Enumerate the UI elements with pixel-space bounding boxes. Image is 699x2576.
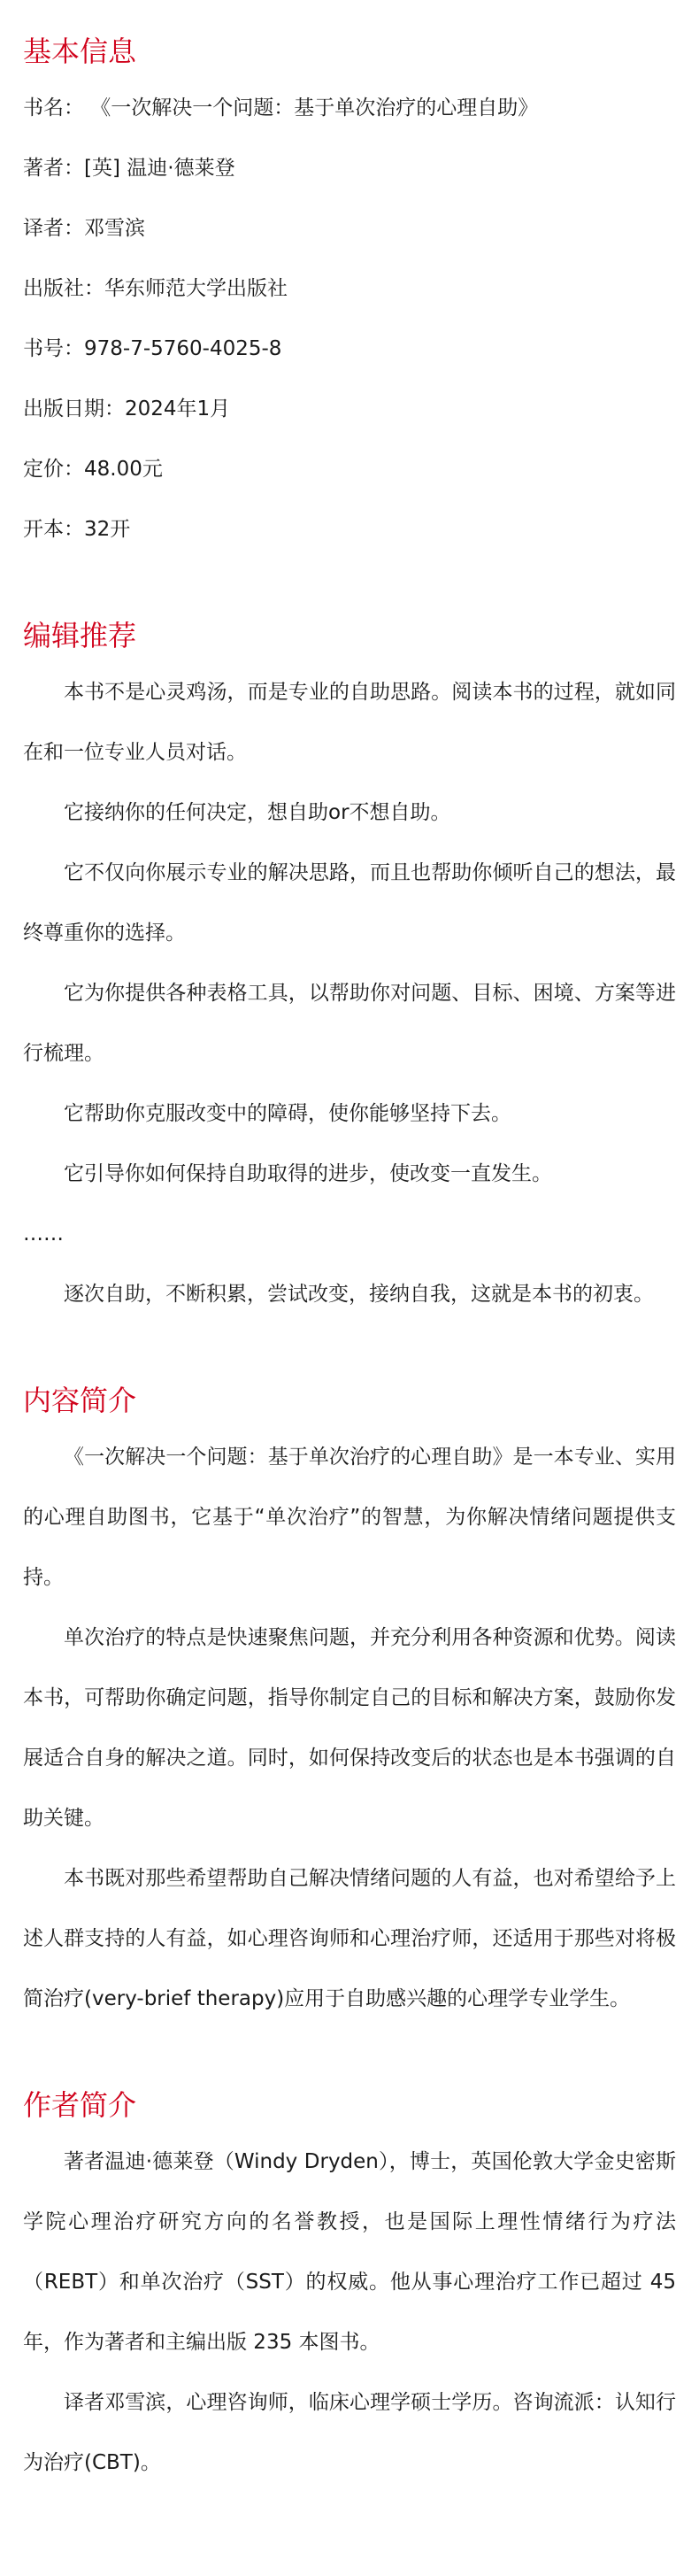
- translator-paragraph: 译者邓雪滨，心理咨询师，临床心理学硕士学历。咨询流派：认知行为治疗(CBT)。: [23, 2391, 676, 2474]
- intro-paragraph: 单次治疗的特点是快速聚焦问题，并充分利用各种资源和优势。阅读本书，可帮助你确定问题，指导你制定自己的目标和解决方案，鼓励你发展适合自身的解决之道。同时，如何保持改变后的状态也是本书强调的自助关键。: [23, 1626, 676, 1830]
- recommend-paragraph: 本书不是心灵鸡汤，而是专业的自助思路。阅读本书的过程，就如同在和一位专业人员对话。: [23, 681, 676, 764]
- editor-recommend-section: [23, 609, 676, 1324]
- section-spacer: [23, 2029, 676, 2079]
- format-line: 开本：32开: [23, 518, 131, 541]
- author-paragraph: 著者温迪·德莱登（Windy Dryden），博士，英国伦敦大学金史密斯学院心理治疗研究方向的名誉教授，也是国际上理性情绪行为疗法（REBT）和单次治疗（SST）的权威。他从事心理治疗工作已超过 45 年，作为著者和主编出版 235 本图书。: [23, 2150, 676, 2354]
- recommend-paragraph: 它接纳你的任何决定，想自助or不想自助。: [64, 801, 451, 824]
- book-title-line: 书名： 《一次解决一个问题：基于单次治疗的心理自助》: [23, 96, 539, 120]
- author-line: 著者：[英] 温迪·德莱登: [23, 157, 235, 180]
- author-intro-heading: 作者简介: [23, 2088, 137, 2122]
- isbn-line: 书号：978-7-5760-4025-8: [23, 337, 282, 360]
- recommend-paragraph: 它不仅向你展示专业的解决思路，而且也帮助你倾听自己的想法，最终尊重你的选择。: [23, 861, 676, 945]
- recommend-paragraph: 它为你提供各种表格工具，以帮助你对问题、目标、困境、方案等进行梳理。: [23, 982, 676, 1065]
- intro-paragraph: 本书既对那些希望帮助自己解决情绪问题的人有益，也对希望给予上述人群支持的人有益，如心理咨询师和心理治疗师，还适用于那些对将极简治疗(very-brief therapy)应用于自助感兴趣的心理学专业学生。: [23, 1867, 676, 2010]
- recommend-paragraph: 逐次自助，不断积累，尝试改变，接纳自我，这就是本书的初衷。: [64, 1283, 654, 1306]
- publisher-line: 出版社：华东师范大学出版社: [23, 277, 288, 300]
- translator-line: 译者：邓雪滨: [23, 217, 145, 240]
- basic-info-section: [23, 25, 676, 559]
- author-intro-section: [23, 2079, 676, 2493]
- content-intro-section: [23, 1374, 676, 2029]
- section-spacer: [23, 1324, 676, 1374]
- basic-info-heading: 基本信息: [23, 35, 137, 68]
- intro-paragraph: 《一次解决一个问题：基于单次治疗的心理自助》是一本专业、实用的心理自助图书，它基于“单次治疗”的智慧，为你解决情绪问题提供支持。: [23, 1446, 676, 1589]
- publish-date-line: 出版日期：2024年1月: [23, 397, 231, 420]
- price-line: 定价：48.00元: [23, 458, 163, 481]
- content-intro-heading: 内容简介: [23, 1384, 137, 1417]
- recommend-paragraph: 它引导你如何保持自助取得的进步，使改变一直发生。: [64, 1162, 552, 1185]
- section-spacer: [23, 559, 676, 609]
- ellipsis-line: ……: [23, 1222, 64, 1246]
- recommend-paragraph: 它帮助你克服改变中的障碍，使你能够坚持下去。: [64, 1102, 511, 1125]
- editor-recommend-heading: 编辑推荐: [23, 619, 137, 652]
